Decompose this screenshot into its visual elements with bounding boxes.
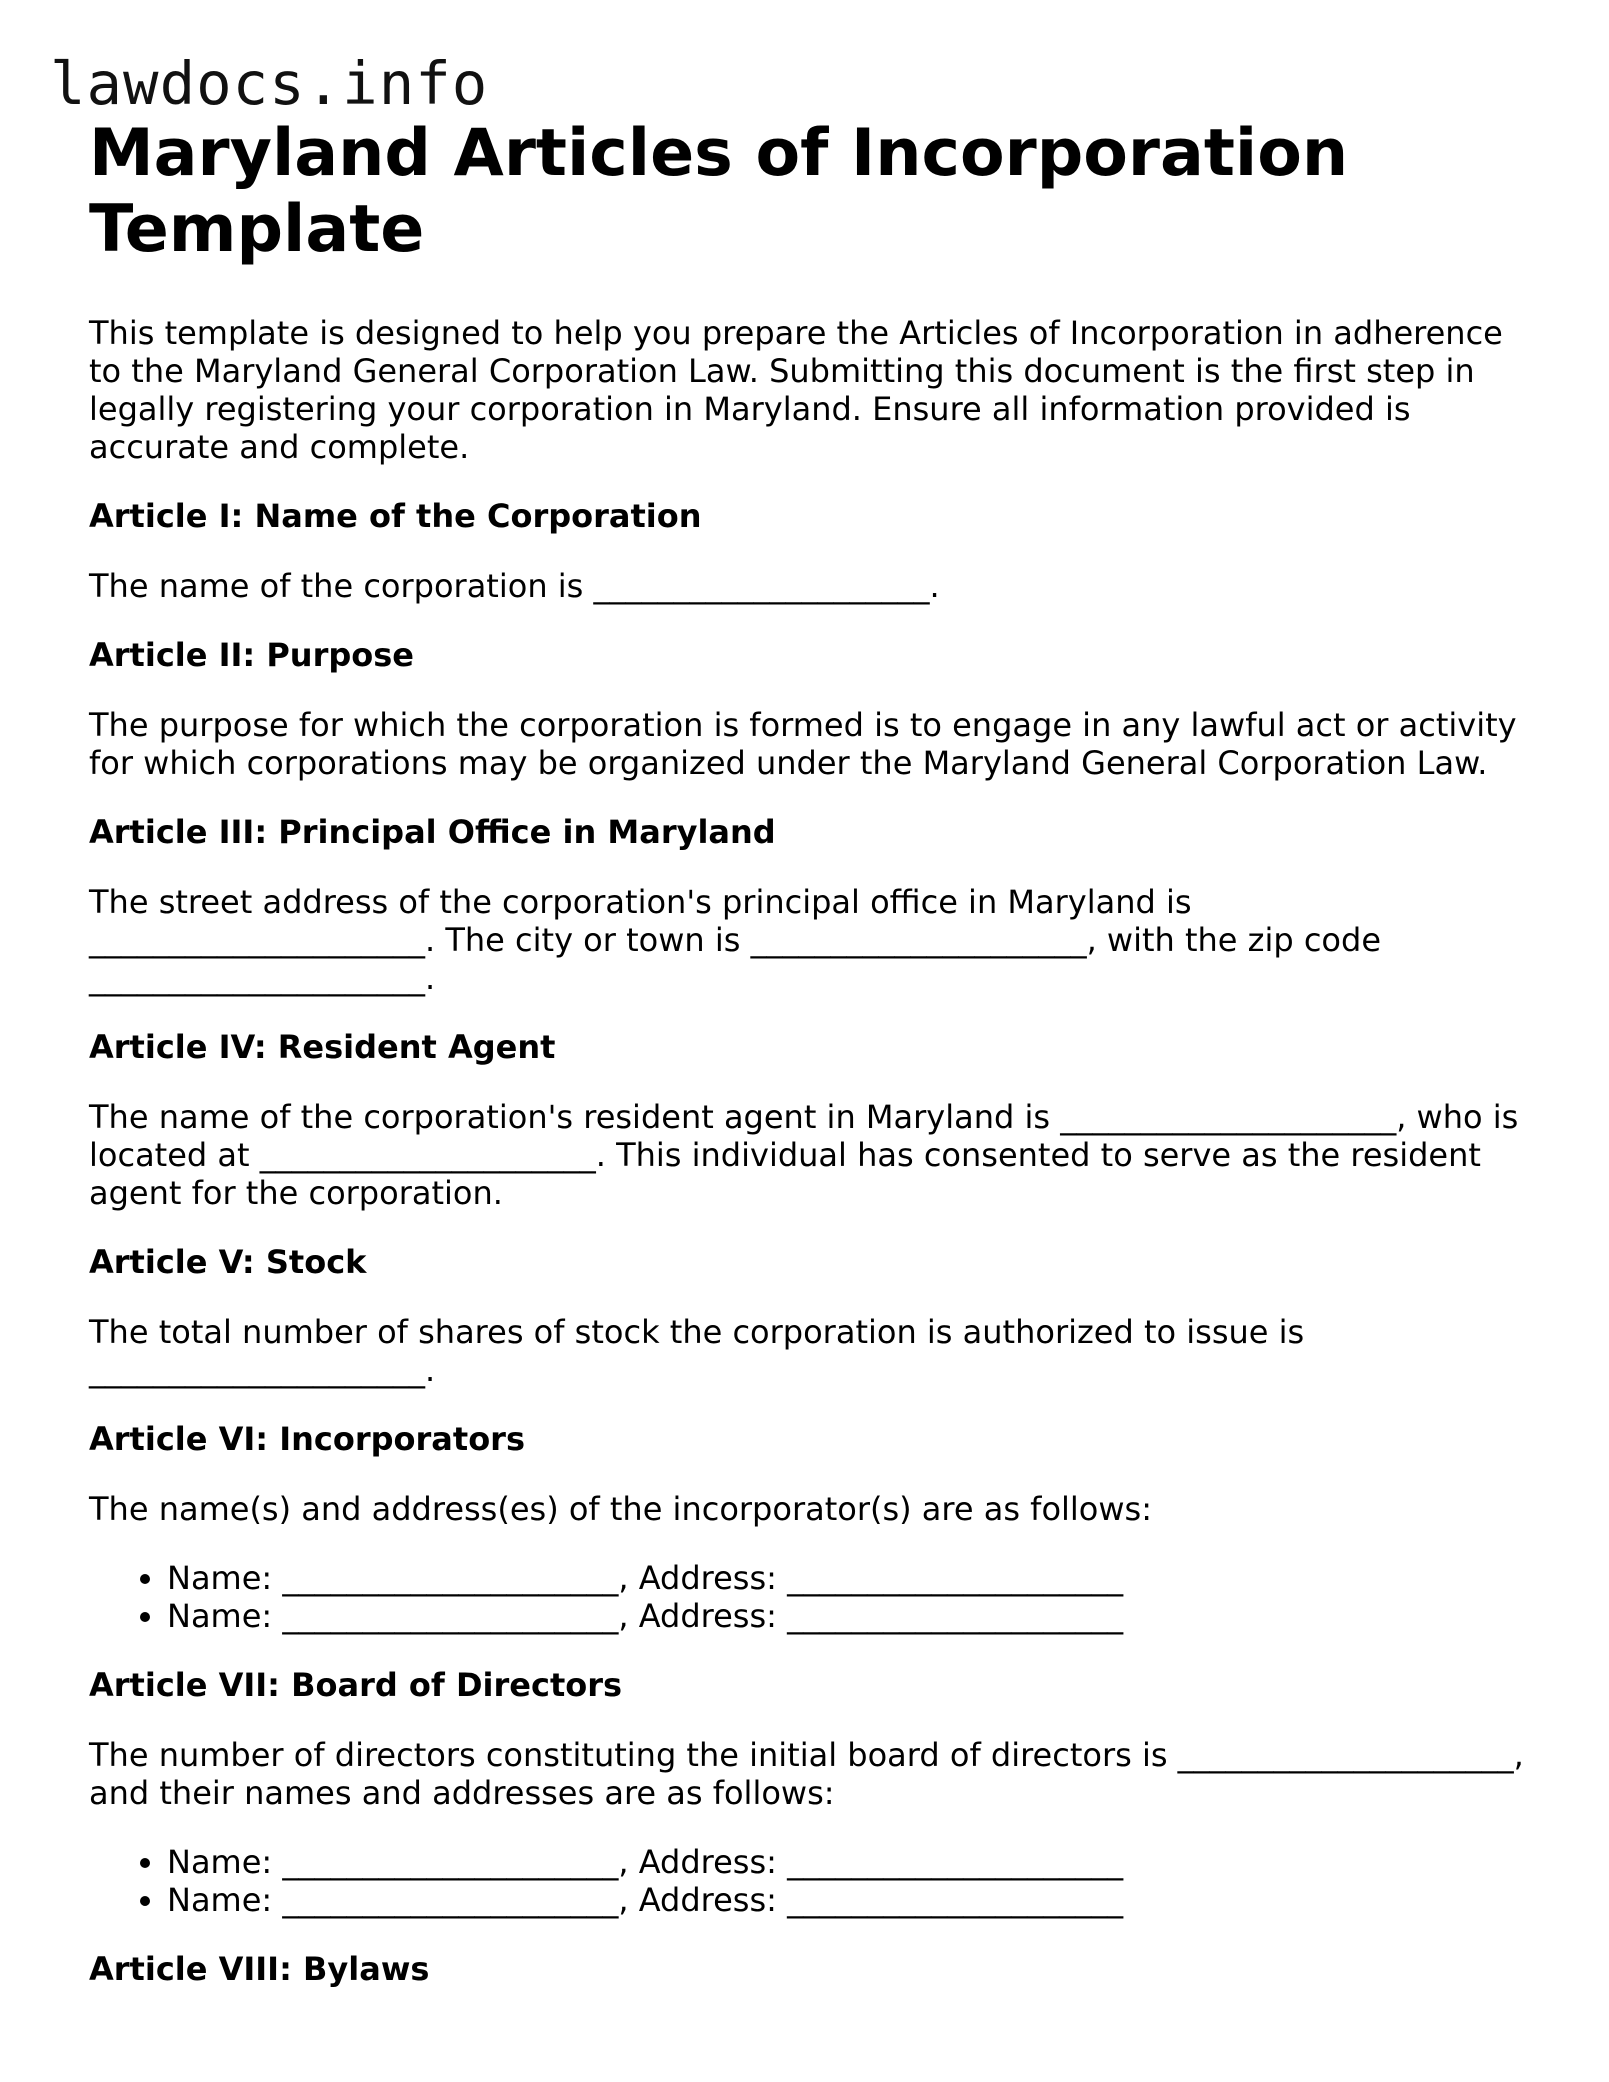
incorporator-item: • Name: _____________________, Address: _____________________ — [167, 1597, 1539, 1635]
document-title: Maryland Articles of Incorporation Template — [89, 116, 1349, 267]
article-6-heading: Article VI: Incorporators — [89, 1420, 525, 1458]
director-item: • Name: _____________________, Address: _____________________ — [167, 1881, 1539, 1919]
article-5-text: The total number of shares of stock the corporation is authorized to issue is _____________________. — [89, 1313, 1305, 1389]
site-watermark: lawdocs.info — [50, 49, 489, 118]
article-3-text: The street address of the corporation's principal office in Maryland is _____________________. The city or town is _____________________, with the zip code _____________________. — [89, 883, 1381, 997]
directors-list — [89, 1843, 1539, 1919]
director-item: • Name: _____________________, Address: _____________________ — [167, 1843, 1539, 1881]
incorporators-list — [89, 1559, 1539, 1635]
article-8-heading: Article VIII: Bylaws — [89, 1950, 430, 1988]
article-7-heading: Article VII: Board of Directors — [89, 1666, 623, 1704]
intro-paragraph: This template is designed to help you prepare the Articles of Incorporation in adherence to the Maryland General Corporation Law. Submitting this document is the first step in legally registering your corporation in Maryland. Ensure all information provided is accurate and complete. — [89, 314, 1503, 466]
article-2-heading: Article II: Purpose — [89, 636, 414, 674]
article-6-text: The name(s) and address(es) of the incorporator(s) are as follows: — [89, 1490, 1152, 1528]
article-2-text: The purpose for which the corporation is formed is to engage in any lawful act or activity for which corporations may be organized under the Maryland General Corporation Law. — [89, 706, 1517, 782]
article-7-text: The number of directors constituting the initial board of directors is _____________________, and their names and addresses are as follows: — [89, 1736, 1524, 1812]
article-4-text: The name of the corporation's resident agent in Maryland is _____________________, who is located at _____________________. This individual has consented to serve as the resident agent for the corporation. — [89, 1098, 1519, 1212]
article-3-heading: Article III: Principal Office in Maryland — [89, 813, 776, 851]
article-5-heading: Article V: Stock — [89, 1243, 367, 1281]
article-1-text: The name of the corporation is _____________________. — [89, 567, 940, 605]
article-4-heading: Article IV: Resident Agent — [89, 1028, 556, 1066]
article-1-heading: Article I: Name of the Corporation — [89, 497, 702, 535]
document-body — [89, 116, 1539, 2020]
incorporator-item: • Name: _____________________, Address: _____________________ — [167, 1559, 1539, 1597]
